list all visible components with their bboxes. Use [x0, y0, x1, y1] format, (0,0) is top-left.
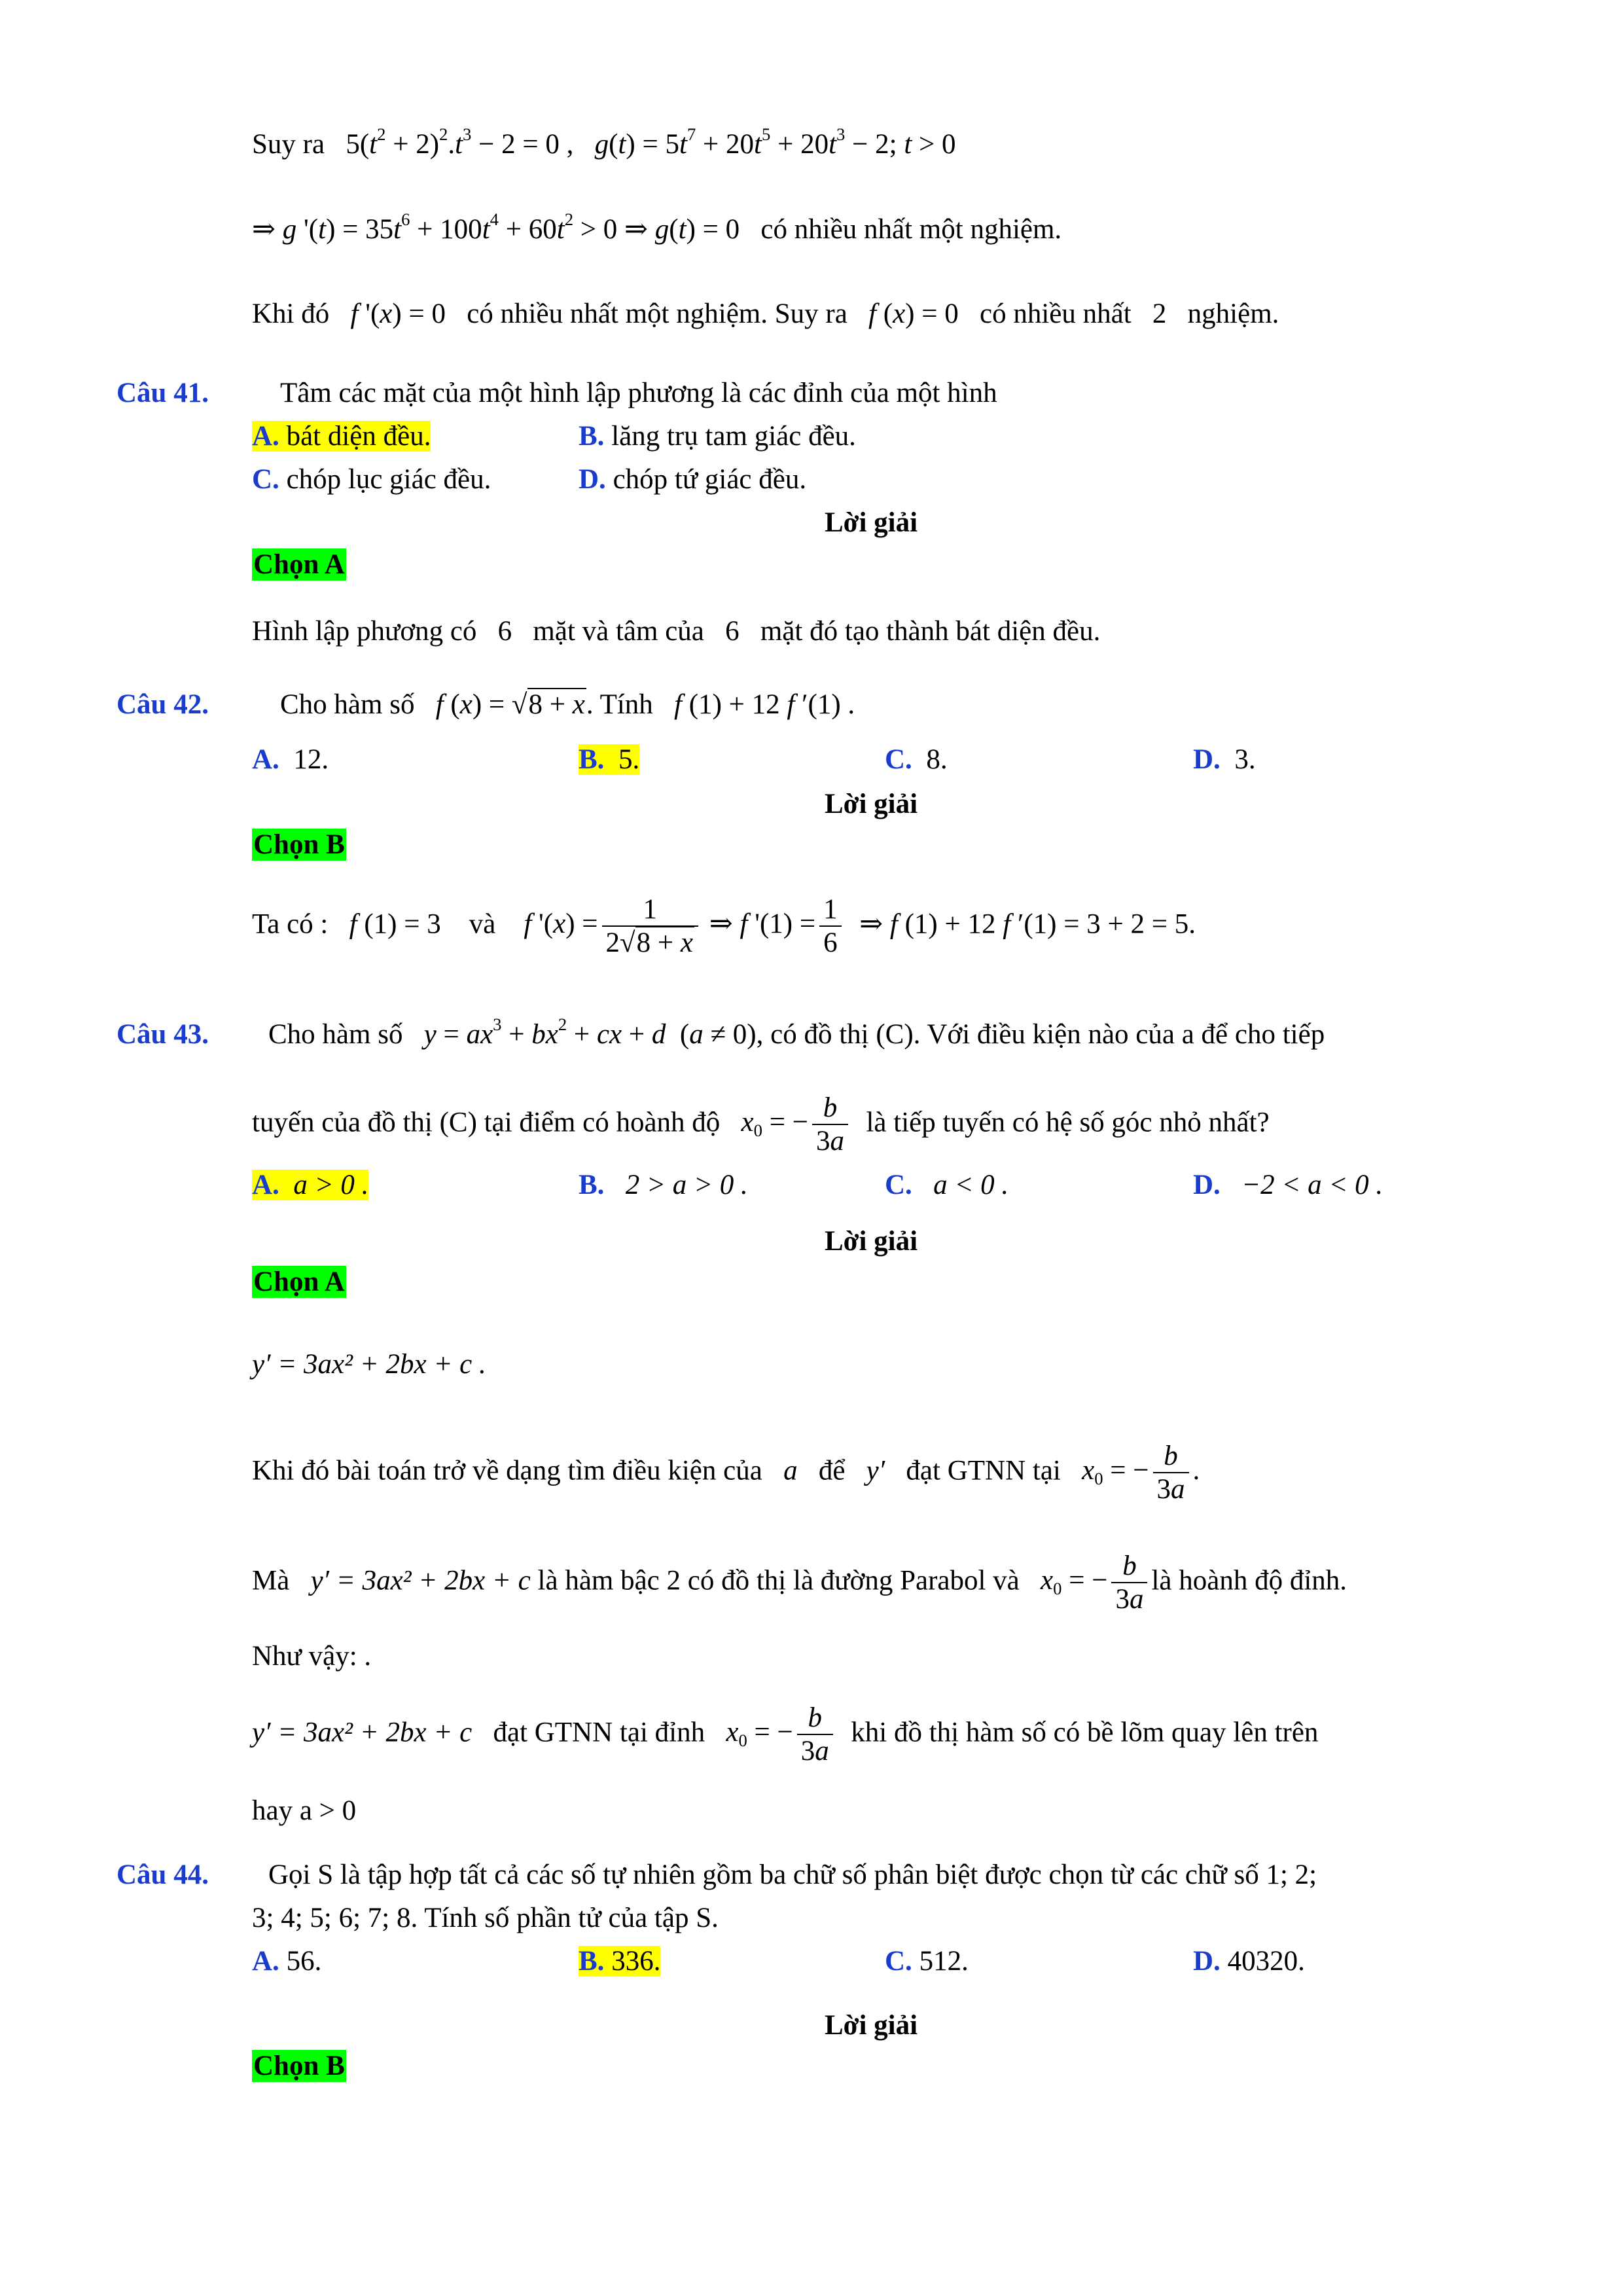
- q43-s1-a: Khi đó bài toán trở về dạng tìm điều kiện của: [252, 1455, 762, 1486]
- q44-solution-heading: Lời giải: [825, 2010, 918, 2041]
- q41-option-a-text: bát diện đều.: [286, 421, 431, 452]
- q41-explanation: [252, 615, 1100, 647]
- q43-option-a[interactable]: [252, 1169, 368, 1201]
- q44-option-b[interactable]: [579, 1945, 660, 1977]
- q43-s1-x0: $x_0$ = − $\frac{b}{3a}$ .: [1082, 1441, 1200, 1505]
- q44-option-c-letter: C.: [885, 1946, 912, 1977]
- question-43-line-1: [268, 1014, 1325, 1050]
- q44-answer-choice: Chọn B: [253, 2051, 345, 2081]
- q44-option-d-letter: D.: [1193, 1946, 1221, 1977]
- q44-option-c[interactable]: [885, 1945, 969, 1977]
- q43-option-d-text: −2 < a < 0 .: [1241, 1170, 1383, 1200]
- q42-expl-a: Ta có :: [252, 908, 329, 940]
- q43-s4-b: khi đồ thị hàm số có bề lõm quay lên trên: [851, 1717, 1319, 1748]
- q42-explanation: [252, 893, 1196, 960]
- q43-option-c[interactable]: [885, 1169, 1008, 1201]
- q42-text-a: Cho hàm số: [280, 689, 415, 720]
- q42-option-d-text: 3.: [1234, 744, 1256, 775]
- q43-sentence-1: [252, 1440, 1200, 1506]
- q41-option-c[interactable]: [252, 463, 491, 495]
- q42-option-b-letter: B.: [579, 744, 605, 775]
- top-line-3-c: có nhiều nhất: [980, 298, 1132, 329]
- top-line-3-d: nghiệm.: [1187, 298, 1279, 329]
- q43-option-a-letter: A.: [252, 1170, 279, 1200]
- question-44-label: Câu 44.: [116, 1859, 209, 1890]
- top-line-3-num: 2: [1152, 298, 1167, 329]
- question-44-line-2: 3; 4; 5; 6; 7; 8. Tính số phần tử của tập S.: [252, 1903, 719, 1933]
- q42-solution-heading: Lời giải: [825, 789, 918, 819]
- q41-option-c-text: chóp lục giác đều.: [286, 464, 491, 495]
- q41-expl-b: mặt và tâm của: [533, 616, 704, 647]
- q41-option-c-letter: C.: [252, 464, 279, 495]
- q42-expl-and: và: [469, 908, 496, 940]
- q43-s1-var-y: y′: [866, 1455, 885, 1486]
- equation-f-zero: f (x) = 0: [868, 298, 959, 329]
- equation-f-prime-zero: f '(x) = 0: [350, 298, 446, 329]
- question-42-text: [280, 689, 855, 721]
- suy-ra-label: Suy ra: [252, 129, 325, 160]
- q42-expression: f (1) + 12 f ′(1) .: [674, 689, 855, 720]
- q41-option-d-letter: D.: [579, 464, 606, 495]
- q43-option-b-text: 2 > a > 0 .: [625, 1170, 748, 1200]
- q42-option-b[interactable]: [579, 744, 639, 776]
- q43-option-b[interactable]: [579, 1169, 748, 1201]
- q43-s1-var-a: a: [783, 1455, 798, 1486]
- q43-sentence-5: hay a > 0: [252, 1795, 357, 1826]
- q44-option-a-letter: A.: [252, 1946, 279, 1977]
- top-line-2-text: có nhiều nhất một nghiệm.: [760, 214, 1062, 245]
- q43-option-c-text: a < 0 .: [933, 1170, 1009, 1200]
- q43-sentence-2: [252, 1550, 1347, 1616]
- q41-option-b-text: lăng trụ tam giác đều.: [611, 421, 856, 452]
- q44-option-b-text: 336.: [611, 1946, 661, 1977]
- q43-s4-eq: y′ = 3ax² + 2bx + c: [252, 1717, 473, 1748]
- q43-s4-x0: $x_0$ = − $\frac{b}{3a}$: [726, 1717, 836, 1748]
- top-line-3-mid: có nhiều nhất một nghiệm. Suy ra: [467, 298, 847, 329]
- equation-5t: $5(t^2 + 2)^2.t^3 - 2 = 0$ ,: [346, 124, 574, 160]
- q43-option-d-letter: D.: [1193, 1170, 1221, 1200]
- q42-option-a[interactable]: [252, 744, 329, 776]
- q43-solution-heading: Lời giải: [825, 1226, 918, 1257]
- q43-s4-a: đạt GTNN tại đỉnh: [493, 1717, 705, 1748]
- q42-option-d-letter: D.: [1193, 744, 1221, 775]
- question-42-label: Câu 42.: [116, 689, 209, 720]
- q41-expl-n2: 6: [725, 616, 740, 647]
- top-line-2: [252, 209, 1062, 245]
- q41-expl-n1: 6: [497, 616, 512, 647]
- q44-option-c-text: 512.: [919, 1946, 969, 1977]
- q43-answer-choice: Chọn A: [253, 1266, 345, 1297]
- q42-option-a-text: 12.: [293, 744, 329, 775]
- q41-option-a[interactable]: [252, 420, 431, 452]
- q41-option-a-letter: A.: [252, 421, 279, 452]
- q43-text-a: Cho hàm số: [268, 1019, 403, 1050]
- q43-text-b: , có đồ thị (C). Với điều kiện nào của a để cho tiếp: [756, 1019, 1325, 1050]
- q43-s2-x0: $x_0$ = − $\frac{b}{3a}$: [1041, 1565, 1151, 1596]
- q44-option-d-text: 40320.: [1227, 1946, 1305, 1977]
- q43-option-a-text: a > 0 .: [293, 1170, 369, 1200]
- q43-option-d[interactable]: [1193, 1169, 1383, 1201]
- q42-expl-fprime: f '(x) = $\frac{1}{2√8 + x}$: [524, 908, 702, 939]
- q43-derivative: [252, 1348, 486, 1380]
- q43-s1-b: để: [818, 1455, 846, 1486]
- q42-expl-fprime1: ⇒ f '(1) = $\frac{1}{6}$: [709, 908, 846, 939]
- question-41-text: Tâm các mặt của một hình lập phương là các đỉnh của một hình: [280, 378, 997, 408]
- q43-s2-b: là hàm bậc 2 có đồ thị là đường Parabol và: [537, 1565, 1020, 1596]
- q43-option-c-letter: C.: [885, 1170, 912, 1200]
- q44-option-d[interactable]: [1193, 1945, 1305, 1977]
- q42-option-c[interactable]: [885, 744, 948, 776]
- q42-option-c-letter: C.: [885, 744, 912, 775]
- q41-solution-heading: Lời giải: [825, 507, 918, 538]
- q44-option-a-text: 56.: [286, 1946, 322, 1977]
- q43-s2-a: Mà: [252, 1565, 290, 1596]
- q43-s2-c: là hoành độ đỉnh.: [1151, 1565, 1347, 1596]
- q43-function: $y = ax^3 + bx^2$ + cx + d (a ≠ 0): [423, 1014, 757, 1050]
- top-line-1: [252, 124, 956, 160]
- q42-answer-choice: Chọn B: [253, 829, 345, 860]
- khi-do-text: Khi đó: [252, 298, 330, 329]
- q42-option-c-text: 8.: [926, 744, 948, 775]
- q41-option-d-text: chóp tứ giác đều.: [613, 464, 807, 495]
- question-43-label: Câu 43.: [116, 1019, 209, 1050]
- q43-x0: $x_0$ = − $\frac{b}{3a}$: [741, 1107, 852, 1138]
- q42-expl-result: ⇒ f (1) + 12 f ′(1) = 3 + 2 = 5.: [859, 908, 1196, 940]
- q41-option-b-letter: B.: [579, 421, 605, 452]
- q43-line2-b: là tiếp tuyến có hệ số góc nhỏ nhất?: [866, 1107, 1270, 1138]
- q42-option-d[interactable]: [1193, 744, 1256, 776]
- top-line-3: [252, 298, 1279, 330]
- q43-derivative-text: y′ = 3ax² + 2bx + c .: [252, 1349, 486, 1380]
- equation-g-t: $g(t) = 5t^7 + 20t^5 + 20t^3 - 2$; t > 0: [594, 124, 956, 160]
- q42-expl-f1: f (1) = 3: [349, 908, 441, 940]
- q41-expl-a: Hình lập phương có: [252, 616, 477, 647]
- q44-option-b-letter: B.: [579, 1946, 605, 1977]
- q42-text-b: . Tính: [586, 689, 653, 720]
- q43-sentence-3: Như vậy: .: [252, 1641, 372, 1672]
- q43-option-b-letter: B.: [579, 1170, 605, 1200]
- question-43-line-2: [252, 1092, 1270, 1158]
- question-44-line-1: Gọi S là tập hợp tất cả các số tự nhiên gồm ba chữ số phân biệt được chọn từ các chữ số 1; 2;: [268, 1859, 1317, 1890]
- q41-option-b[interactable]: [579, 420, 856, 452]
- q43-sentence-4: [252, 1702, 1318, 1768]
- q41-expl-c: mặt đó tạo thành bát diện đều.: [760, 616, 1101, 647]
- q42-option-a-letter: A.: [252, 744, 279, 775]
- q41-option-d[interactable]: [579, 463, 806, 495]
- q43-line2-a: tuyến của đồ thị (C) tại điểm có hoành độ: [252, 1107, 721, 1138]
- question-41-label: Câu 41.: [116, 378, 209, 408]
- q43-s1-c: đạt GTNN tại: [906, 1455, 1061, 1486]
- q42-function: f (x) = √8 + x: [435, 689, 585, 720]
- q44-option-a[interactable]: [252, 1945, 321, 1977]
- q43-s2-eq: y′ = 3ax² + 2bx + c: [310, 1565, 531, 1596]
- equation-g-prime: ⇒ g '$(t) = 35t^6 + 100t^4 + 60t^2 > 0$ ⇒ g(t) = 0: [252, 209, 740, 245]
- q41-answer-choice: Chọn A: [253, 549, 345, 580]
- q42-option-b-text: 5.: [618, 744, 640, 775]
